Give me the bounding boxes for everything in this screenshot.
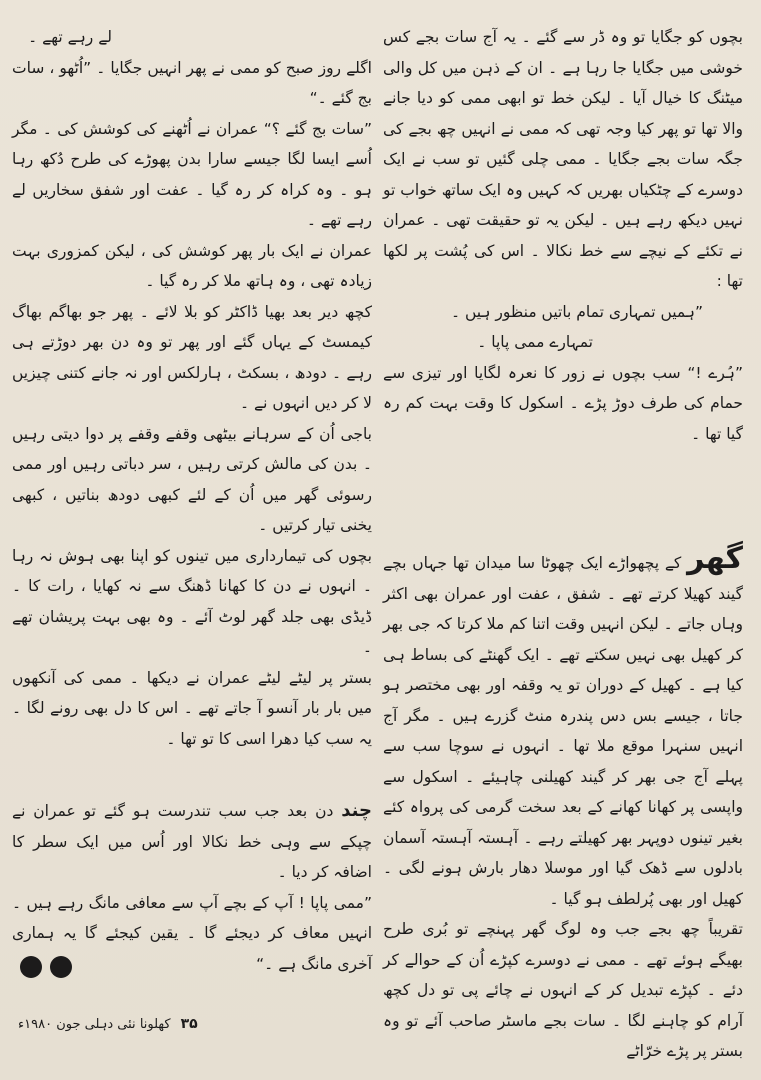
section-paragraph: [12, 796, 372, 888]
paragraph: بچوں کی تیمارداری میں تینوں کو اپنا بھی ہوش نہ رہا ۔ انہوں نے دن کا کھانا ڈھنگ سے نہ کھایا ، رات کا ۔ ڈیڈی بھی جلد گھر لوٹ آئے ۔ وہ بھی بہت پریشان تھے ۔: [12, 546, 372, 656]
section-gap: [12, 754, 372, 796]
paragraph: اگلے روز صبح کو ممی نے پھر انہیں جگایا ۔ ”اُٹھو ، سات بج گئے ۔“: [12, 58, 372, 107]
section-paragraph: [383, 541, 743, 914]
left-column: [12, 22, 372, 979]
end-marker: [20, 956, 72, 978]
end-dot-icon: [50, 956, 72, 978]
paragraph: تقریباً چھ بجے جب وہ لوگ گھر پہنچے تو بُری طرح بھیگے ہوئے تھے ۔ ممی نے دوسرے کپڑے اُن کے حوالے کر دئے ۔ کپڑے تبدیل کر کے انہوں نے چائے پی تو دل کچھ آرام کو چاہنے لگا ۔ سات بجے ماسٹر صاحب آئے تو وہ بستر پر پڑے خرّاٹے: [383, 920, 743, 1060]
end-dot-icon: [20, 956, 42, 978]
closing-quote: ”ممی پاپا ! آپ کے بچے آپ سے معافی مانگ رہے ہیں ۔ انہیں معاف کر دیجئے گا ۔ یقین کیجئے گا یہ ہماری آخری مانگ ہے ۔“: [12, 893, 372, 973]
drop-cap: گھر: [687, 541, 743, 576]
page-footer: [18, 1016, 198, 1032]
paragraph: بچوں کو جگایا تو وہ ڈر سے گئے ۔ یہ آج سات بجے کس خوشی میں جگایا جا رہا ہے ۔ ان کے ذہن میں کل والی میٹنگ کا خیال آیا ۔ لیکن خط تو ابھی ممی کو دیا جانے والا تھا تو پھر کیا وجہ تھی کہ ممی نے انہیں چھ بجے کی جگہ سات بجے جگایا ۔ ممی چلی گئیں تو سب نے ایک دوسرے کے چٹکیاں بھریں کہ کہیں وہ ایک ساتھ خواب تو نہیں دیکھ رہے ہیں ۔ لیکن یہ تو حقیقت تھی ۔ عمران نے تکئے کے نیچے سے خط نکالا ۔ اس کی پُشت پر لکھا تھا :: [383, 28, 743, 290]
page-number: ۳۵: [180, 1016, 198, 1032]
lead-word: چند: [341, 800, 372, 821]
paragraph: لے رہے تھے ۔: [28, 28, 112, 46]
magazine-credit: کھلونا نئی دہلی جون ۱۹۸۰ء: [18, 1016, 171, 1032]
section-text: دن بعد جب سب تندرست ہو گئے تو عمران نے چپکے سے وہی خط نکالا اور اُس میں ایک سطر کا اضافہ کر دیا ۔: [12, 802, 372, 881]
paragraph: عمران نے ایک بار پھر کوشش کی ، لیکن کمزوری بہت زیادہ تھی ، وہ ہاتھ ملا کر رہ گیا ۔: [12, 241, 372, 290]
paragraph: باجی اُن کے سرہانے بیٹھی وقفے وقفے پر دوا دیتی رہیں ۔ بدن کی مالش کرتی رہیں ، سر دباتی رہیں اور ممی رسوئی گھر میں اُن کے لئے کبھی دودھ بناتیں ، کبھی یخنی تیار کرتیں ۔: [12, 424, 372, 534]
paragraph: بستر پر لیٹے لیٹے عمران نے دیکھا ۔ ممی کی آنکھوں میں بار بار آنسو آ جاتے تھے ۔ اس کا دل بھی رونے لگا ۔ یہ سب کیا دھرا اسی کا تو تھا ۔: [12, 668, 372, 748]
section-text: کے پچھواڑے ایک چھوٹا سا میدان تھا جہاں بچے گیند کھیلا کرتے تھے ۔ شفق ، عفت اور عمران بھی اکثر وہاں جاتے ۔ لیکن انہیں وقت اتنا کم ملا کرتا کہ جی بھر کر کھیل بھی نہیں سکتے تھے ۔ ایک گھنٹے کی بساط ہی کیا ہے ۔ کھیل کے دوران تو یہ وقفہ اور بھی مختصر ہو جاتا ، جیسے بس دس پندرہ منٹ گزرے ہیں ۔ مگر آج انہیں سنہرا موقع ملا تھا ۔ انہوں نے سوچا سب سے پہلے آج جی بھر کر گیند کھیلنی چاہیئے ۔ اسکول سے واپسی پر کھانا کھانے کے بعد سخت گرمی کی پرواہ کئے بغیر تینوں دوپہر بھر کھیلتے رہے ۔ آہستہ آہستہ آسمان بادلوں سے ڈھک گیا اور موسلا دھار بارش ہونے لگی ۔ کھیل اور بھی پُرلطف ہو گیا ۔: [383, 554, 743, 908]
paragraph: ”ہُرے !“ سب بچوں نے زور کا نعرہ لگایا اور تیزی سے حمام کی طرف دوڑ پڑے ۔ اسکول کا وقت بہت کم رہ گیا تھا ۔: [383, 363, 743, 443]
letter-signature: تمہارے ممی پاپا ۔: [477, 333, 593, 351]
letter-line-1: ”ہمیں تمہاری تمام باتیں منظور ہیں ۔: [450, 302, 703, 321]
right-column: [383, 22, 743, 1067]
section-gap: [383, 449, 743, 544]
paragraph: کچھ دیر بعد بھیا ڈاکٹر کو بلا لائے ۔ پھر جو بھاگم بھاگ کیمسٹ کے یہاں گئے اور پھر تو وہ دن بھر دوڑتے ہی رہے ۔ دودھ ، بسکٹ ، ہارلکس اور نہ جانے کتنی چیزیں لا کر دیں انہوں نے ۔: [12, 302, 372, 412]
paragraph: ”سات بج گئے ؟“ عمران نے اُٹھنے کی کوشش کی ۔ مگر اُسے ایسا لگا جیسے سارا بدن پھوڑے کی طرح دُکھ رہا ہو ۔ وہ کراہ کر رہ گیا ۔ عفت اور شفق سخاریں لے رہے تھے ۔: [12, 119, 372, 229]
